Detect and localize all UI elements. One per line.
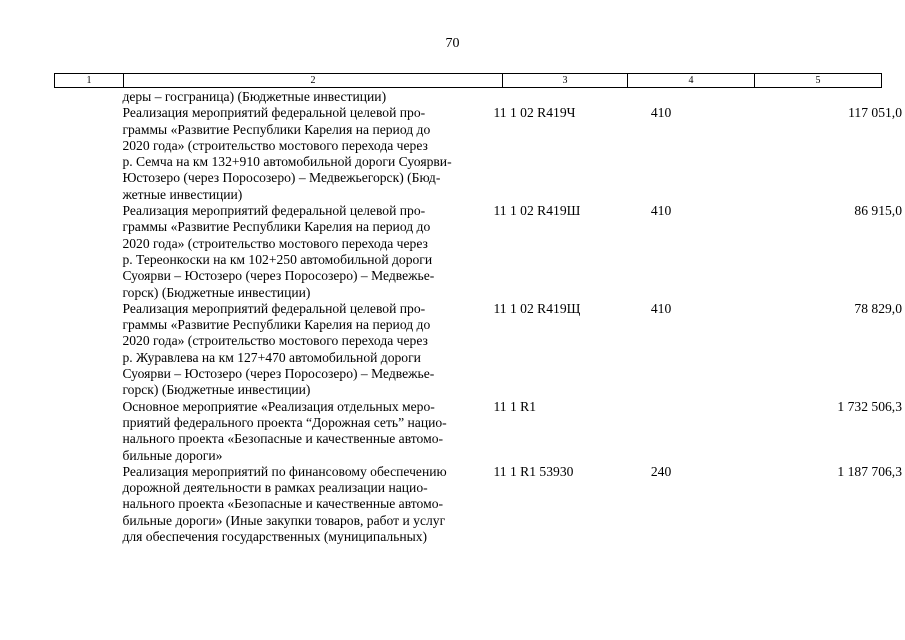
header-col-3: 3 <box>503 74 628 88</box>
row-type-cell <box>611 89 709 105</box>
row-type-cell <box>611 399 709 464</box>
row-amount-cell: 117 051,0 <box>848 105 902 121</box>
row-code-cell <box>486 89 610 105</box>
header-col-2: 2 <box>124 74 503 88</box>
row-number-cell <box>54 203 120 301</box>
row-amount-cell: 86 915,0 <box>854 203 902 219</box>
row-code-cell: 11 1 02 R419Ш <box>493 203 581 219</box>
row-name-cell: Основное мероприятие «Реализация отдельных меро- приятий федерального проекта “Дорожная сеть” нацио- нального проекта «Безопасные и качественные автомо- бильные дороги» <box>122 398 447 463</box>
row-type-cell: 410 <box>650 203 672 219</box>
row-amount-cell: 78 829,0 <box>854 300 902 316</box>
table-row <box>54 301 905 399</box>
row-name-cell: Реализация мероприятий по финансовому обеспечению дорожной деятельности в рамках реализации нацио- нального проекта «Безопасные и качественные автомо- бильные дороги» (Иные закупки товаров, работ и услуг для обеспечения государственных (муниципальных) <box>122 463 447 545</box>
row-name-cell: Реализация мероприятий федеральной целевой про- граммы «Развитие Республики Карелия на период до 2020 года» (строительство мостового перехода через р. Журавлева на км 127+470 автомобильной дороги Суоярви – Юстозеро (через Поросозеро) – Медвежье- горск) (Бюджетные инвестиции) <box>122 300 435 398</box>
row-amount-cell: 1 732 506,3 <box>837 398 902 414</box>
row-name-cell: деры – госграница) (Бюджетные инвестиции) <box>122 89 387 104</box>
row-name-cell: Реализация мероприятий федеральной целевой про- граммы «Развитие Республики Карелия на период до 2020 года» (строительство мостового перехода через р. Семча на км 132+910 автомобильной дороги Суоярви- Юстозеро (через Поросозеро) – Медвежьегорск) (Бюд- жетные инвестиции) <box>122 105 452 202</box>
row-name-cell: Реализация мероприятий федеральной целевой про- граммы «Развитие Республики Карелия на период до 2020 года» (строительство мостового перехода через р. Тереонкоски на км 102+250 автомобильной дороги Суоярви – Юстозеро (через Поросозеро) – Медвежье- горск) (Бюджетные инвестиции) <box>122 203 435 300</box>
row-code-cell: 11 1 02 R419Ч <box>493 105 576 121</box>
page-number: 70 <box>445 36 460 51</box>
row-number-cell <box>54 105 120 203</box>
header-col-1: 1 <box>55 74 124 88</box>
row-type-cell: 410 <box>650 105 672 121</box>
budget-table <box>54 89 905 545</box>
row-number-cell <box>54 89 120 105</box>
row-code-cell: 11 1 R1 <box>493 398 537 414</box>
row-code-cell: 11 1 R1 53930 <box>493 463 574 479</box>
table-row <box>54 464 905 545</box>
row-type-cell: 410 <box>650 300 672 316</box>
table-body <box>54 89 905 545</box>
row-type-cell: 240 <box>650 463 672 479</box>
header-col-4: 4 <box>628 74 755 88</box>
row-number-cell <box>54 464 120 545</box>
table-row <box>54 399 905 464</box>
row-amount-cell <box>709 89 905 105</box>
table-row <box>54 203 905 301</box>
header-row <box>55 74 882 88</box>
row-code-cell: 11 1 02 R419Щ <box>493 300 581 316</box>
table-row <box>54 89 905 105</box>
header-col-5: 5 <box>755 74 882 88</box>
table-row <box>54 105 905 203</box>
row-number-cell <box>54 399 120 464</box>
row-amount-cell: 1 187 706,3 <box>837 463 902 479</box>
table-header <box>54 73 882 88</box>
row-number-cell <box>54 301 120 399</box>
